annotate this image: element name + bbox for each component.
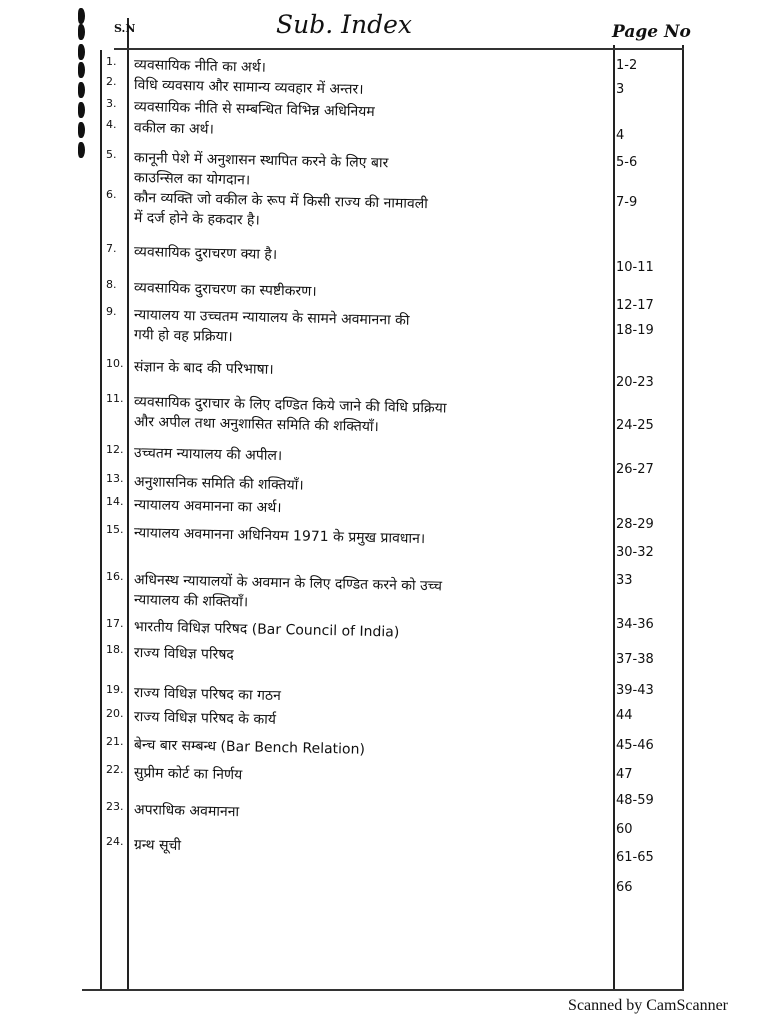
entry-topic <box>134 643 612 663</box>
header-rule <box>114 48 684 50</box>
binding-hole <box>78 82 85 98</box>
entry-topic-line: वकील का अर्थ। <box>133 120 215 138</box>
entry-serial-number: 7. <box>106 242 117 255</box>
page-number-extra: 61-65 <box>616 850 654 865</box>
entry-serial-number: 24. <box>106 835 124 848</box>
entry-topic-line: व्यवसायिक दुराचरण का स्पष्टीकरण। <box>133 280 317 300</box>
entry-serial-number: 5. <box>106 148 117 161</box>
entry-topic <box>134 763 612 783</box>
entry-serial-number: 10. <box>106 357 124 370</box>
page-title: Sub. Index <box>276 10 412 39</box>
entry-serial-number: 15. <box>106 523 124 536</box>
page-number-extra: 66 <box>616 880 633 895</box>
entry-topic <box>134 55 612 75</box>
entry-topic-line: ग्रन्थ सूची <box>133 837 182 854</box>
entry-page-number: 45-46 <box>616 738 654 753</box>
entry-topic-line: सुप्रीम कोर्ट का निर्णय <box>133 765 243 784</box>
entry-topic <box>134 835 612 855</box>
entry-serial-number: 9. <box>106 305 117 318</box>
bottom-rule <box>82 989 684 991</box>
binding-hole <box>78 102 85 118</box>
entry-topic-line: राज्य विधिज्ञ परिषद के कार्य <box>133 709 277 728</box>
entry-topic <box>134 472 612 492</box>
entry-topic-line: भारतीय विधिज्ञ परिषद (Bar Council of India) <box>133 619 400 641</box>
entry-topic-line: संज्ञान के बाद की परिभाषा। <box>133 359 274 378</box>
binding-hole <box>78 44 85 60</box>
entry-serial-number: 4. <box>106 118 117 131</box>
entry-topic-line: विधि व्यवसाय और सामान्य व्यवहार में अन्तर। <box>133 77 364 98</box>
entry-topic-line: कौन व्यक्ति जो वकील के रूप में किसी राज्य की नामावली <box>133 190 429 213</box>
entry-serial-number: 21. <box>106 735 124 748</box>
entry-page-number: 18-19 <box>616 323 654 338</box>
entry-topic <box>133 392 612 436</box>
entry-page-number: 39-43 <box>616 683 654 698</box>
entry-topic-line: अनुशासनिक समिति की शक्तियाँ। <box>133 474 304 494</box>
entry-serial-number: 6. <box>106 188 117 201</box>
entry-topic-line: और अपील तथा अनुशासित समिति की शक्तियाँ। <box>133 414 380 436</box>
entry-topic <box>134 683 612 703</box>
entry-page-number: 60 <box>616 822 633 837</box>
entry-topic <box>133 617 612 641</box>
entry-topic-line: व्यवसायिक नीति का अर्थ। <box>133 57 267 76</box>
entry-page-number: 37-38 <box>616 652 654 667</box>
entry-topic <box>134 118 612 138</box>
entry-topic-line: कानूनी पेशे में अनुशासन स्थापित करने के लिए बार <box>133 150 389 172</box>
entry-serial-number: 14. <box>106 495 124 508</box>
binding-hole <box>78 142 85 158</box>
entry-serial-number: 12. <box>106 443 124 456</box>
entry-topic <box>134 357 612 377</box>
entry-serial-number: 16. <box>106 570 124 583</box>
entry-topic <box>134 570 612 610</box>
page-number-header: Page No <box>612 22 691 42</box>
entry-topic <box>133 97 612 121</box>
entry-page-number: 44 <box>616 708 633 723</box>
outer-left-margin-line <box>100 50 102 990</box>
entry-topic-line: न्यायालय या उच्चतम न्यायालय के सामने अवमानना की <box>133 307 410 329</box>
entry-topic <box>134 188 612 228</box>
entry-serial-number: 3. <box>106 97 117 110</box>
binding-holes <box>76 0 88 1000</box>
entry-page-number: 30-32 <box>616 545 654 560</box>
binding-hole <box>78 62 85 78</box>
entry-page-number: 28-29 <box>616 517 654 532</box>
entry-page-number: 7-9 <box>616 195 638 210</box>
entry-page-number: 3 <box>616 82 625 97</box>
entry-page-number: 47 <box>616 767 633 782</box>
entry-topic-line: न्यायालय अवमानना का अर्थ। <box>133 497 282 517</box>
entry-page-number: 24-25 <box>616 418 654 433</box>
entry-topic-line: व्यवसायिक दुराचरण क्या है। <box>133 244 278 263</box>
entry-serial-number: 13. <box>106 472 124 485</box>
entry-page-number: 5-6 <box>616 155 638 170</box>
right-border-line <box>682 45 684 990</box>
entry-topic <box>134 148 612 188</box>
entry-topic <box>134 278 612 298</box>
entry-topic-line: व्यवसायिक नीति से सम्बन्धित विभिन्न अधिनियम <box>133 99 375 121</box>
entry-topic-line: अपराधिक अवमानना <box>133 802 240 821</box>
entry-page-number: 48-59 <box>616 793 654 808</box>
scanner-watermark: Scanned by CamScanner <box>568 997 728 1014</box>
entry-topic-line: व्यवसायिक दुराचार के लिए दण्डित किये जाने की विधि प्रक्रिया <box>133 394 447 417</box>
entry-serial-number: 17. <box>106 617 124 630</box>
entry-topic <box>133 735 612 758</box>
entry-page-number: 33 <box>616 573 633 588</box>
entry-serial-number: 19. <box>106 683 124 696</box>
entry-topic-line: न्यायालय की शक्तियाँ। <box>133 592 249 611</box>
entry-topic <box>134 707 612 727</box>
entry-serial-number: 18. <box>106 643 124 656</box>
entry-topic <box>134 800 612 820</box>
entry-serial-number: 1. <box>106 55 117 68</box>
entry-topic <box>133 75 612 98</box>
entry-serial-number: 20. <box>106 707 124 720</box>
entry-topic-line: न्यायालय अवमानना अधिनियम 1971 के प्रमुख प्रावधान। <box>133 525 426 548</box>
page-column-line <box>613 45 615 990</box>
entry-serial-number: 22. <box>106 763 124 776</box>
entry-page-number: 26-27 <box>616 462 654 477</box>
entry-page-number: 4 <box>616 128 625 143</box>
entry-page-number: 34-36 <box>616 617 654 632</box>
entry-topic <box>134 305 612 345</box>
entry-serial-number: 8. <box>106 278 117 291</box>
entry-topic-line: राज्य विधिज्ञ परिषद <box>133 645 234 664</box>
binding-hole <box>78 122 85 138</box>
entry-serial-number: 11. <box>106 392 124 405</box>
entry-serial-number: 2. <box>106 75 117 88</box>
entry-topic <box>134 443 612 463</box>
entry-topic <box>134 495 612 515</box>
entry-topic-line: राज्य विधिज्ञ परिषद का गठन <box>133 685 282 705</box>
entry-page-number: 20-23 <box>616 375 654 390</box>
entry-topic <box>133 523 612 548</box>
entry-topic-line: अधिनस्थ न्यायालयों के अवमान के लिए दण्डित करने को उच्च <box>133 572 443 595</box>
sn-header: S.N <box>114 22 136 35</box>
entry-page-number: 12-17 <box>616 298 654 313</box>
entry-serial-number: 23. <box>106 800 124 813</box>
entry-topic <box>134 242 612 262</box>
entry-topic-line: में दर्ज होने के हकदार है। <box>133 210 260 229</box>
binding-hole <box>78 8 85 24</box>
entry-topic-line: काउन्सिल का योगदान। <box>133 170 251 189</box>
entry-page-number: 10-11 <box>616 260 654 275</box>
entry-topic-line: बेन्च बार सम्बन्ध (Bar Bench Relation) <box>133 737 366 758</box>
entry-topic-line: उच्चतम न्यायालय की अपील। <box>133 445 283 465</box>
binding-hole <box>78 24 85 40</box>
entry-page-number: 1-2 <box>616 58 638 73</box>
entry-topic-line: गयी हो वह प्रक्रिया। <box>133 327 233 346</box>
